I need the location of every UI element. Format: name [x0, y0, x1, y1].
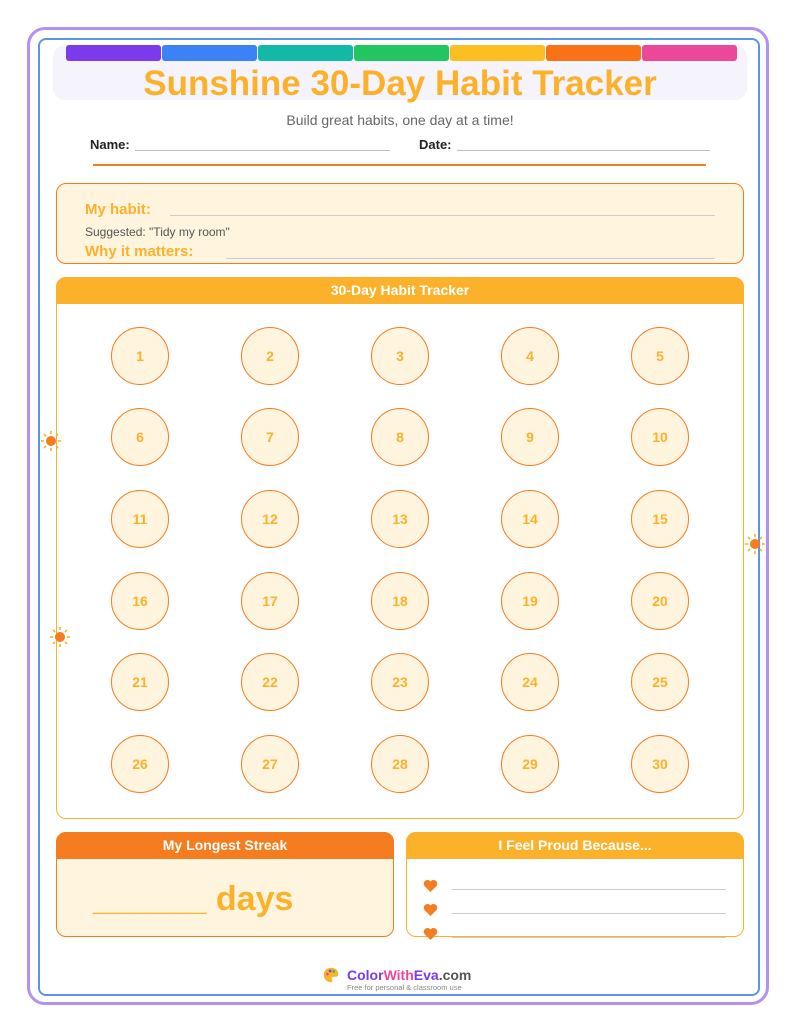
heart-icon — [423, 927, 438, 941]
date-field[interactable] — [457, 150, 710, 151]
header-divider — [93, 164, 706, 166]
page-subtitle: Build great habits, one day at a time! — [286, 112, 514, 128]
day-circle[interactable]: 11 — [111, 490, 169, 548]
page-title: Sunshine 30-Day Habit Tracker — [143, 64, 657, 103]
day-circle[interactable]: 2 — [241, 327, 299, 385]
day-circle[interactable]: 19 — [501, 572, 559, 630]
rainbow-segment — [162, 45, 257, 61]
brand-color: Color — [347, 967, 384, 983]
sun-icon — [49, 626, 71, 648]
day-circle[interactable]: 3 — [371, 327, 429, 385]
rainbow-bar — [66, 45, 737, 61]
palette-icon — [322, 966, 340, 984]
day-circle[interactable]: 14 — [501, 490, 559, 548]
why-it-matters-label: Why it matters: — [85, 243, 194, 260]
name-field[interactable] — [135, 150, 390, 151]
tracker-title: 30-Day Habit Tracker — [56, 277, 744, 304]
day-circle[interactable]: 22 — [241, 653, 299, 711]
day-circle[interactable]: 20 — [631, 572, 689, 630]
day-circle[interactable]: 12 — [241, 490, 299, 548]
sun-icon — [744, 533, 766, 555]
day-circle[interactable]: 18 — [371, 572, 429, 630]
day-circle[interactable]: 21 — [111, 653, 169, 711]
day-circle[interactable]: 17 — [241, 572, 299, 630]
day-circle[interactable]: 26 — [111, 735, 169, 793]
streak-days-text[interactable]: ______ days — [93, 880, 294, 918]
brand-with: With — [383, 967, 414, 983]
rainbow-segment — [258, 45, 353, 61]
rainbow-segment — [450, 45, 545, 61]
name-label: Name: — [90, 137, 130, 152]
proud-line-2[interactable] — [452, 913, 726, 914]
sun-icon — [40, 430, 62, 452]
day-circle[interactable]: 6 — [111, 408, 169, 466]
day-circle[interactable]: 13 — [371, 490, 429, 548]
proud-line-1[interactable] — [452, 889, 726, 890]
day-circle[interactable]: 30 — [631, 735, 689, 793]
day-circle[interactable]: 10 — [631, 408, 689, 466]
day-circle[interactable]: 5 — [631, 327, 689, 385]
day-circle[interactable]: 15 — [631, 490, 689, 548]
day-circle[interactable]: 27 — [241, 735, 299, 793]
rainbow-segment — [66, 45, 161, 61]
proud-title: I Feel Proud Because... — [406, 832, 744, 859]
rainbow-segment — [546, 45, 641, 61]
day-circle[interactable]: 4 — [501, 327, 559, 385]
brand-eva: Eva — [413, 967, 439, 983]
rainbow-segment — [354, 45, 449, 61]
day-circle[interactable]: 23 — [371, 653, 429, 711]
day-circle[interactable]: 28 — [371, 735, 429, 793]
proud-line-3[interactable] — [452, 937, 726, 938]
habit-suggestion: Suggested: "Tidy my room" — [85, 225, 230, 239]
brand-com: .com — [438, 967, 472, 983]
my-habit-label: My habit: — [85, 201, 151, 218]
heart-icon — [423, 879, 438, 893]
why-it-matters-field[interactable] — [226, 258, 715, 259]
rainbow-segment — [642, 45, 737, 61]
day-circle[interactable]: 24 — [501, 653, 559, 711]
date-label: Date: — [419, 137, 452, 152]
streak-title: My Longest Streak — [56, 832, 394, 859]
day-circle[interactable]: 8 — [371, 408, 429, 466]
footer-subtitle: Free for personal & classroom use — [347, 983, 462, 992]
day-circle[interactable]: 1 — [111, 327, 169, 385]
day-circle[interactable]: 7 — [241, 408, 299, 466]
day-circle[interactable]: 25 — [631, 653, 689, 711]
my-habit-field[interactable] — [170, 215, 715, 216]
heart-icon — [423, 903, 438, 917]
day-circle[interactable]: 16 — [111, 572, 169, 630]
day-circle[interactable]: 9 — [501, 408, 559, 466]
footer-brand[interactable] — [347, 967, 471, 983]
day-circle[interactable]: 29 — [501, 735, 559, 793]
